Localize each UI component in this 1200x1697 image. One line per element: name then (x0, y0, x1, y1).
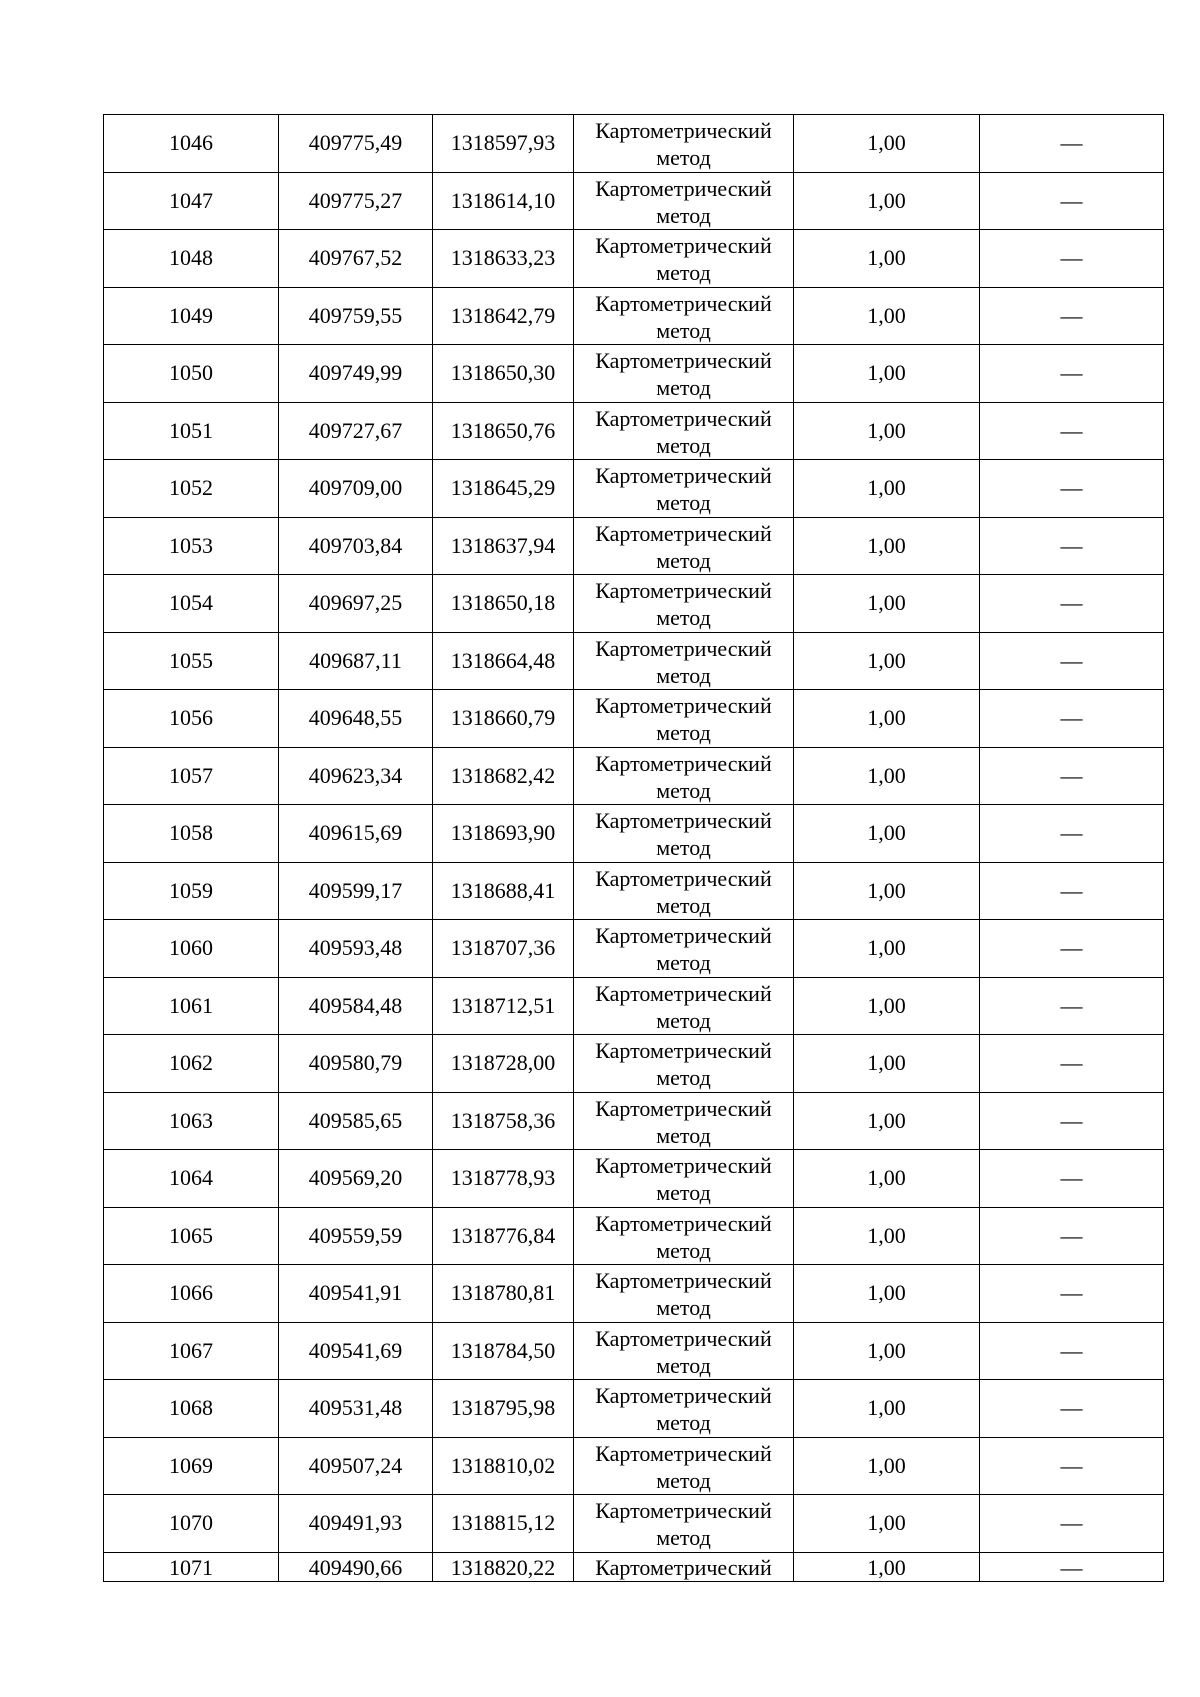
method-cell (574, 1552, 794, 1581)
description-cell: — (980, 1437, 1164, 1495)
point-number-cell: 1063 (104, 1092, 279, 1150)
method-line-2: метод (656, 835, 711, 861)
point-number-cell: 1048 (104, 230, 279, 288)
point-number-cell: 1055 (104, 632, 279, 690)
point-number-cell: 1052 (104, 460, 279, 518)
accuracy-cell: 1,00 (794, 1207, 980, 1265)
description-cell: — (980, 747, 1164, 805)
y-coordinate-cell: 1318784,50 (433, 1322, 574, 1380)
method-line-1: Картометрический (595, 405, 772, 431)
description-cell: — (980, 632, 1164, 690)
y-coordinate-cell: 1318780,81 (433, 1265, 574, 1323)
coordinates-table (103, 114, 1164, 1582)
description-cell: — (980, 345, 1164, 403)
description-cell: — (980, 115, 1164, 173)
table-row (104, 460, 1164, 518)
method-cell (574, 1092, 794, 1150)
point-number-cell: 1065 (104, 1207, 279, 1265)
accuracy-cell: 1,00 (794, 575, 980, 633)
table-row (104, 517, 1164, 575)
accuracy-cell: 1,00 (794, 1552, 980, 1581)
method-line-2: метод (656, 1352, 711, 1378)
method-cell (574, 1265, 794, 1323)
accuracy-cell: 1,00 (794, 172, 980, 230)
table-row (104, 115, 1164, 173)
accuracy-cell: 1,00 (794, 862, 980, 920)
method-line-2: метод (656, 892, 711, 918)
description-cell: — (980, 172, 1164, 230)
method-cell (574, 805, 794, 863)
accuracy-cell: 1,00 (794, 977, 980, 1035)
method-line-1: Картометрический (595, 118, 772, 144)
point-number-cell: 1049 (104, 287, 279, 345)
method-cell (574, 345, 794, 403)
method-cell (574, 1150, 794, 1208)
table-row (104, 805, 1164, 863)
table-row (104, 1552, 1164, 1581)
description-cell: — (980, 460, 1164, 518)
x-coordinate-cell: 409585,65 (279, 1092, 433, 1150)
x-coordinate-cell: 409703,84 (279, 517, 433, 575)
method-line-1: Картометрический (595, 520, 772, 546)
method-line-2: метод (656, 145, 711, 171)
description-cell: — (980, 1380, 1164, 1438)
y-coordinate-cell: 1318778,93 (433, 1150, 574, 1208)
method-cell (574, 575, 794, 633)
description-cell: — (980, 1495, 1164, 1553)
description-cell: — (980, 977, 1164, 1035)
x-coordinate-cell: 409490,66 (279, 1552, 433, 1581)
method-line-2: метод (656, 1467, 711, 1493)
y-coordinate-cell: 1318795,98 (433, 1380, 574, 1438)
y-coordinate-cell: 1318776,84 (433, 1207, 574, 1265)
x-coordinate-cell: 409531,48 (279, 1380, 433, 1438)
table-row (104, 575, 1164, 633)
method-line-2: метод (656, 1007, 711, 1033)
accuracy-cell: 1,00 (794, 345, 980, 403)
y-coordinate-cell: 1318820,22 (433, 1552, 574, 1581)
x-coordinate-cell: 409580,79 (279, 1035, 433, 1093)
y-coordinate-cell: 1318650,18 (433, 575, 574, 633)
method-line-2: метод (656, 1525, 711, 1551)
method-cell (574, 287, 794, 345)
x-coordinate-cell: 409615,69 (279, 805, 433, 863)
y-coordinate-cell: 1318693,90 (433, 805, 574, 863)
table-row (104, 1265, 1164, 1323)
method-line-1: Картометрический (595, 1554, 772, 1580)
point-number-cell: 1069 (104, 1437, 279, 1495)
accuracy-cell: 1,00 (794, 1380, 980, 1438)
method-line-1: Картометрический (595, 233, 772, 259)
method-cell (574, 230, 794, 288)
method-line-1: Картометрический (595, 808, 772, 834)
method-line-2: метод (656, 1065, 711, 1091)
method-cell (574, 920, 794, 978)
accuracy-cell: 1,00 (794, 690, 980, 748)
method-cell (574, 1495, 794, 1553)
method-cell (574, 1035, 794, 1093)
method-line-2: метод (656, 720, 711, 746)
description-cell: — (980, 1035, 1164, 1093)
method-line-1: Картометрический (595, 578, 772, 604)
table-row (104, 1437, 1164, 1495)
method-cell (574, 747, 794, 805)
accuracy-cell: 1,00 (794, 230, 980, 288)
point-number-cell: 1070 (104, 1495, 279, 1553)
accuracy-cell: 1,00 (794, 1322, 980, 1380)
method-line-1: Картометрический (595, 1325, 772, 1351)
x-coordinate-cell: 409584,48 (279, 977, 433, 1035)
method-line-2: метод (656, 202, 711, 228)
method-line-2: метод (656, 547, 711, 573)
x-coordinate-cell: 409559,59 (279, 1207, 433, 1265)
point-number-cell: 1058 (104, 805, 279, 863)
x-coordinate-cell: 409697,25 (279, 575, 433, 633)
method-line-1: Картометрический (595, 865, 772, 891)
accuracy-cell: 1,00 (794, 1495, 980, 1553)
method-line-1: Картометрический (595, 1383, 772, 1409)
method-line-2: метод (656, 375, 711, 401)
x-coordinate-cell: 409541,69 (279, 1322, 433, 1380)
point-number-cell: 1067 (104, 1322, 279, 1380)
x-coordinate-cell: 409727,67 (279, 402, 433, 460)
method-line-2: метод (656, 605, 711, 631)
point-number-cell: 1046 (104, 115, 279, 173)
table-row (104, 172, 1164, 230)
method-line-2: метод (656, 777, 711, 803)
table-row (104, 690, 1164, 748)
description-cell: — (980, 517, 1164, 575)
y-coordinate-cell: 1318650,76 (433, 402, 574, 460)
table-row (104, 920, 1164, 978)
y-coordinate-cell: 1318728,00 (433, 1035, 574, 1093)
y-coordinate-cell: 1318707,36 (433, 920, 574, 978)
point-number-cell: 1068 (104, 1380, 279, 1438)
method-line-1: Картометрический (595, 1153, 772, 1179)
y-coordinate-cell: 1318642,79 (433, 287, 574, 345)
table-row (104, 402, 1164, 460)
point-number-cell: 1051 (104, 402, 279, 460)
point-number-cell: 1064 (104, 1150, 279, 1208)
y-coordinate-cell: 1318688,41 (433, 862, 574, 920)
method-line-2: метод (656, 317, 711, 343)
y-coordinate-cell: 1318650,30 (433, 345, 574, 403)
y-coordinate-cell: 1318637,94 (433, 517, 574, 575)
method-line-1: Картометрический (595, 750, 772, 776)
x-coordinate-cell: 409648,55 (279, 690, 433, 748)
method-line-2: метод (656, 1295, 711, 1321)
description-cell: — (980, 1265, 1164, 1323)
table-row (104, 1380, 1164, 1438)
method-line-2: метод (656, 662, 711, 688)
method-line-2: метод (656, 950, 711, 976)
method-line-2: метод (656, 260, 711, 286)
description-cell: — (980, 805, 1164, 863)
x-coordinate-cell: 409687,11 (279, 632, 433, 690)
table-row (104, 345, 1164, 403)
method-cell (574, 1437, 794, 1495)
accuracy-cell: 1,00 (794, 1092, 980, 1150)
table-row (104, 1092, 1164, 1150)
y-coordinate-cell: 1318660,79 (433, 690, 574, 748)
accuracy-cell: 1,00 (794, 1265, 980, 1323)
table-row (104, 287, 1164, 345)
method-line-2: метод (656, 490, 711, 516)
method-line-2: метод (656, 1122, 711, 1148)
description-cell: — (980, 575, 1164, 633)
method-line-1: Картометрический (595, 1440, 772, 1466)
method-cell (574, 172, 794, 230)
method-line-2: метод (656, 432, 711, 458)
x-coordinate-cell: 409507,24 (279, 1437, 433, 1495)
accuracy-cell: 1,00 (794, 1437, 980, 1495)
table-row (104, 1322, 1164, 1380)
method-cell (574, 1322, 794, 1380)
description-cell: — (980, 1150, 1164, 1208)
method-line-1: Картометрический (595, 1038, 772, 1064)
accuracy-cell: 1,00 (794, 115, 980, 173)
method-cell (574, 115, 794, 173)
method-cell (574, 1207, 794, 1265)
y-coordinate-cell: 1318597,93 (433, 115, 574, 173)
method-line-1: Картометрический (595, 463, 772, 489)
description-cell: — (980, 1552, 1164, 1581)
method-cell (574, 862, 794, 920)
x-coordinate-cell: 409541,91 (279, 1265, 433, 1323)
description-cell: — (980, 690, 1164, 748)
method-cell (574, 977, 794, 1035)
description-cell: — (980, 1092, 1164, 1150)
method-cell (574, 1380, 794, 1438)
description-cell: — (980, 402, 1164, 460)
point-number-cell: 1053 (104, 517, 279, 575)
accuracy-cell: 1,00 (794, 287, 980, 345)
method-cell (574, 517, 794, 575)
table-row (104, 632, 1164, 690)
point-number-cell: 1066 (104, 1265, 279, 1323)
x-coordinate-cell: 409709,00 (279, 460, 433, 518)
table-row (104, 1035, 1164, 1093)
method-line-1: Картометрический (595, 923, 772, 949)
x-coordinate-cell: 409775,49 (279, 115, 433, 173)
point-number-cell: 1061 (104, 977, 279, 1035)
method-line-1: Картометрический (595, 175, 772, 201)
method-line-1: Картометрический (595, 980, 772, 1006)
description-cell: — (980, 230, 1164, 288)
x-coordinate-cell: 409759,55 (279, 287, 433, 345)
method-line-1: Картометрический (595, 1210, 772, 1236)
accuracy-cell: 1,00 (794, 805, 980, 863)
method-line-1: Картометрический (595, 693, 772, 719)
method-line-2: метод (656, 1410, 711, 1436)
x-coordinate-cell: 409623,34 (279, 747, 433, 805)
y-coordinate-cell: 1318664,48 (433, 632, 574, 690)
x-coordinate-cell: 409775,27 (279, 172, 433, 230)
table-row (104, 862, 1164, 920)
x-coordinate-cell: 409767,52 (279, 230, 433, 288)
accuracy-cell: 1,00 (794, 1035, 980, 1093)
coordinates-table-body (104, 115, 1164, 1582)
method-line-2: метод (656, 1180, 711, 1206)
x-coordinate-cell: 409599,17 (279, 862, 433, 920)
x-coordinate-cell: 409569,20 (279, 1150, 433, 1208)
description-cell: — (980, 287, 1164, 345)
x-coordinate-cell: 409749,99 (279, 345, 433, 403)
table-row (104, 1207, 1164, 1265)
x-coordinate-cell: 409491,93 (279, 1495, 433, 1553)
point-number-cell: 1047 (104, 172, 279, 230)
method-line-1: Картометрический (595, 1268, 772, 1294)
point-number-cell: 1060 (104, 920, 279, 978)
point-number-cell: 1057 (104, 747, 279, 805)
y-coordinate-cell: 1318614,10 (433, 172, 574, 230)
accuracy-cell: 1,00 (794, 517, 980, 575)
method-cell (574, 460, 794, 518)
table-row (104, 747, 1164, 805)
accuracy-cell: 1,00 (794, 1150, 980, 1208)
description-cell: — (980, 1207, 1164, 1265)
table-row (104, 977, 1164, 1035)
method-line-1: Картометрический (595, 348, 772, 374)
y-coordinate-cell: 1318645,29 (433, 460, 574, 518)
y-coordinate-cell: 1318712,51 (433, 977, 574, 1035)
accuracy-cell: 1,00 (794, 920, 980, 978)
table-row (104, 1495, 1164, 1553)
point-number-cell: 1054 (104, 575, 279, 633)
description-cell: — (980, 862, 1164, 920)
description-cell: — (980, 920, 1164, 978)
point-number-cell: 1056 (104, 690, 279, 748)
point-number-cell: 1062 (104, 1035, 279, 1093)
y-coordinate-cell: 1318810,02 (433, 1437, 574, 1495)
method-cell (574, 632, 794, 690)
method-line-1: Картометрический (595, 1095, 772, 1121)
y-coordinate-cell: 1318633,23 (433, 230, 574, 288)
point-number-cell: 1050 (104, 345, 279, 403)
table-row (104, 230, 1164, 288)
accuracy-cell: 1,00 (794, 460, 980, 518)
method-line-1: Картометрический (595, 1498, 772, 1524)
method-cell (574, 690, 794, 748)
accuracy-cell: 1,00 (794, 632, 980, 690)
table-row (104, 1150, 1164, 1208)
method-line-1: Картометрический (595, 635, 772, 661)
point-number-cell: 1059 (104, 862, 279, 920)
description-cell: — (980, 1322, 1164, 1380)
y-coordinate-cell: 1318682,42 (433, 747, 574, 805)
method-line-2: метод (656, 1237, 711, 1263)
y-coordinate-cell: 1318815,12 (433, 1495, 574, 1553)
method-cell (574, 402, 794, 460)
method-line-1: Картометрический (595, 290, 772, 316)
accuracy-cell: 1,00 (794, 402, 980, 460)
y-coordinate-cell: 1318758,36 (433, 1092, 574, 1150)
accuracy-cell: 1,00 (794, 747, 980, 805)
x-coordinate-cell: 409593,48 (279, 920, 433, 978)
point-number-cell: 1071 (104, 1552, 279, 1581)
